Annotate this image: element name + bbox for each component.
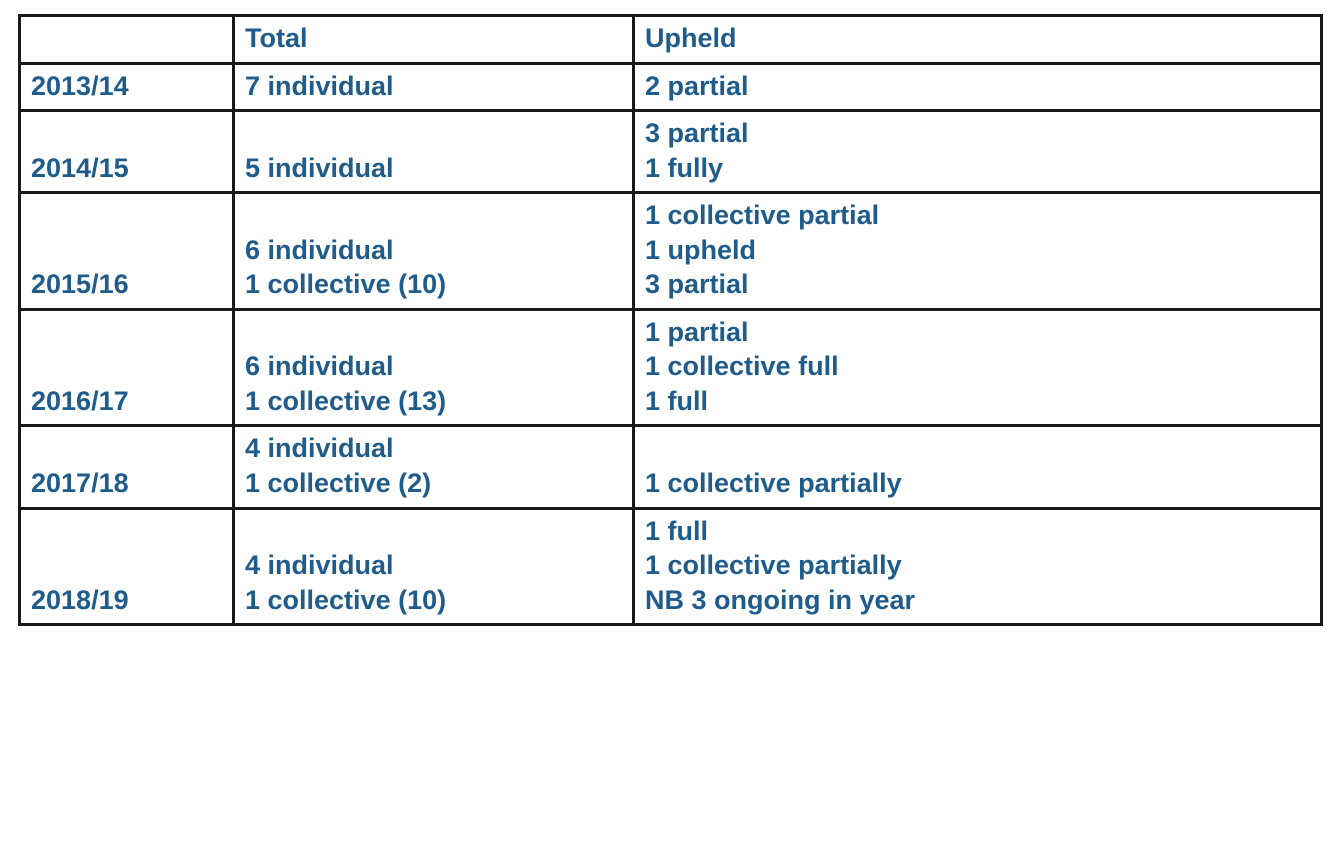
table-header-row [20, 16, 1322, 64]
upheld-line: 1 collective full [645, 351, 839, 382]
row-total [234, 426, 634, 508]
row-total [234, 111, 634, 193]
table-row [20, 193, 1322, 310]
row-year: 2018/19 [20, 508, 234, 625]
row-year: 2015/16 [20, 193, 234, 310]
row-year: 2016/17 [20, 309, 234, 426]
total-line: 1 collective (2) [245, 468, 432, 499]
upheld-line: 3 partial [645, 269, 749, 300]
total-line: 5 individual [245, 152, 394, 183]
table-row [20, 426, 1322, 508]
table-body [20, 16, 1322, 625]
upheld-line: 1 upheld [645, 234, 757, 265]
upheld-line: 1 collective partial [645, 200, 880, 231]
total-line: 4 individual [245, 550, 394, 581]
upheld-line: 1 full [645, 385, 709, 416]
upheld-line: 1 full [645, 515, 709, 546]
row-year: 2014/15 [20, 111, 234, 193]
total-line: 4 individual [245, 433, 394, 464]
row-year: 2017/18 [20, 426, 234, 508]
row-total [234, 193, 634, 310]
row-total [234, 508, 634, 625]
header-cell-blank [20, 16, 234, 64]
total-line: 6 individual [245, 234, 394, 265]
table-row [20, 111, 1322, 193]
upheld-line: 1 collective partially [645, 550, 902, 581]
row-year: 2013/14 [20, 63, 234, 111]
row-upheld [634, 193, 1322, 310]
complaints-table [18, 14, 1323, 626]
header-cell-total: Total [234, 16, 634, 64]
total-line: 1 collective (10) [245, 584, 447, 615]
row-total [234, 309, 634, 426]
header-cell-upheld: Upheld [634, 16, 1322, 64]
total-line: 1 collective (13) [245, 385, 447, 416]
row-upheld [634, 309, 1322, 426]
row-upheld [634, 63, 1322, 111]
table-row [20, 508, 1322, 625]
upheld-line: 1 collective partially [645, 468, 902, 499]
upheld-line: NB 3 ongoing in year [645, 584, 916, 615]
row-total [234, 63, 634, 111]
table-row [20, 63, 1322, 111]
upheld-line: 1 fully [645, 152, 724, 183]
upheld-line: 2 partial [645, 70, 749, 101]
table-row [20, 309, 1322, 426]
total-line: 7 individual [245, 70, 394, 101]
total-line: 1 collective (10) [245, 269, 447, 300]
row-upheld [634, 426, 1322, 508]
total-line: 6 individual [245, 351, 394, 382]
upheld-line: 1 partial [645, 316, 749, 347]
row-upheld [634, 111, 1322, 193]
upheld-line: 3 partial [645, 118, 749, 149]
row-upheld [634, 508, 1322, 625]
